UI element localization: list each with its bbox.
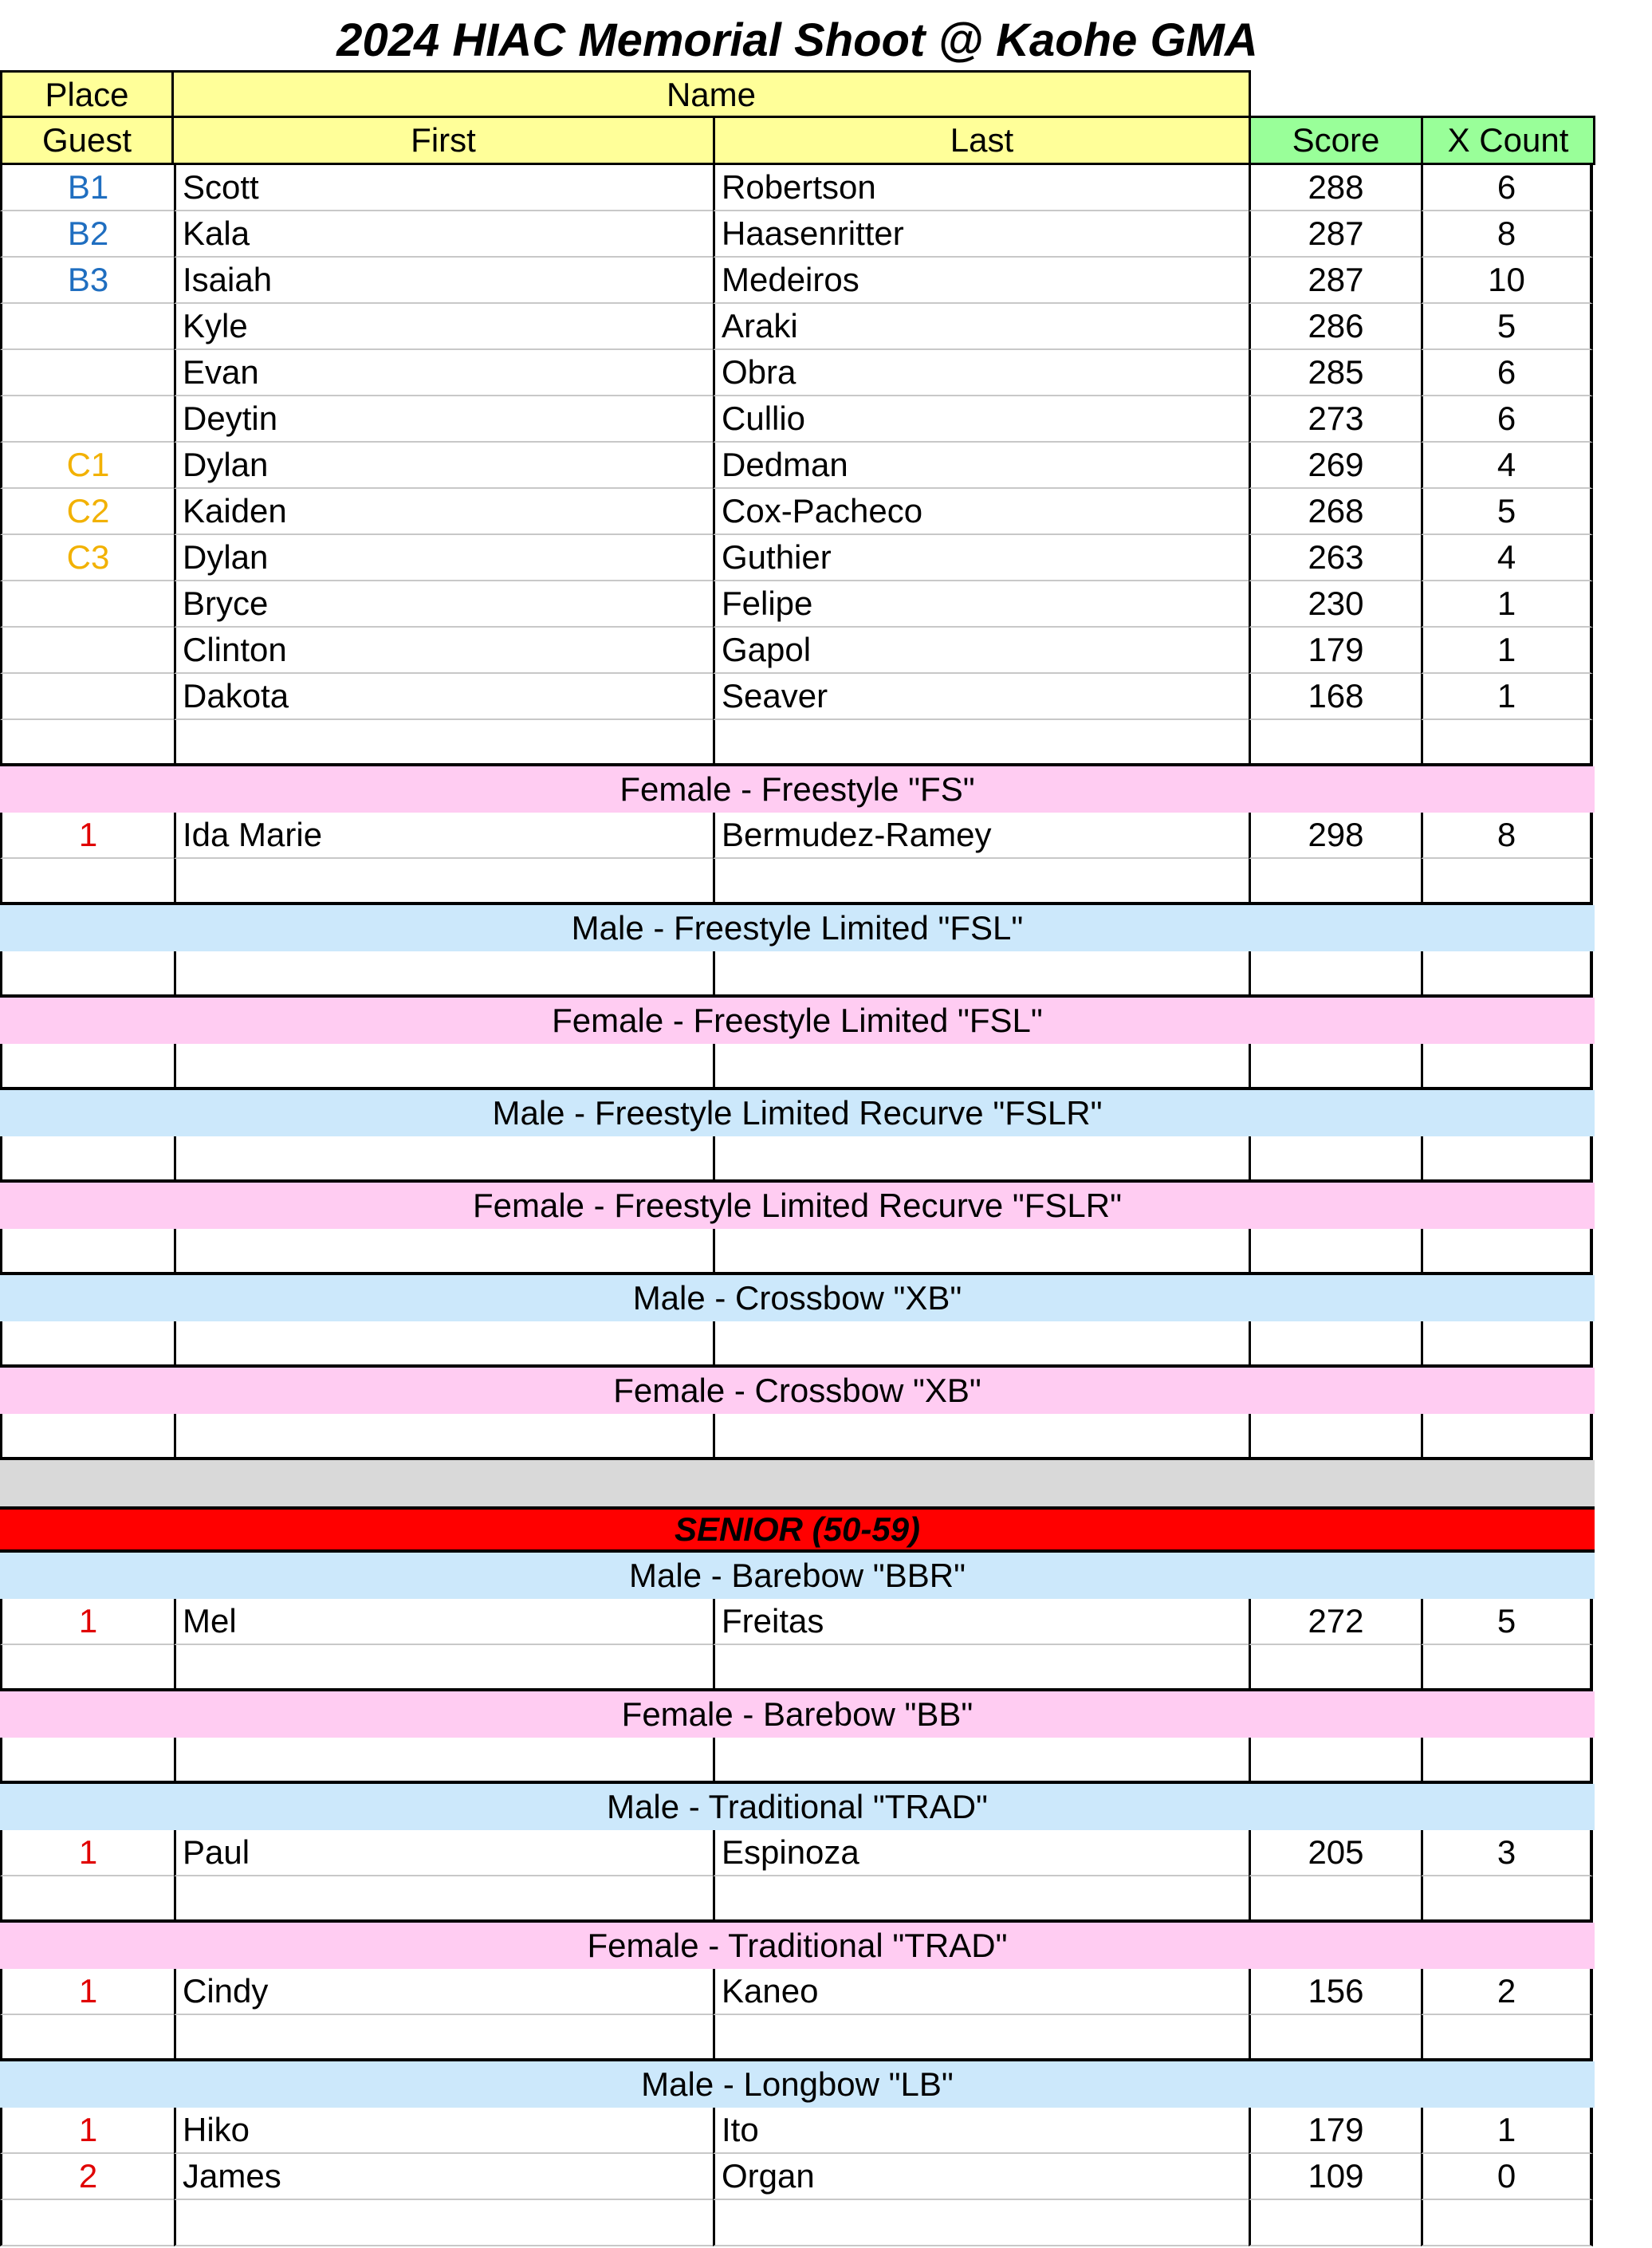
x-count-cell bbox=[1421, 1044, 1593, 1090]
score-cell bbox=[1249, 720, 1421, 766]
score-cell: 298 bbox=[1249, 813, 1421, 859]
last-name-cell: Kaneo bbox=[713, 1969, 1249, 2015]
last-name-cell: Cullio bbox=[713, 396, 1249, 443]
score-cell: 230 bbox=[1249, 581, 1421, 628]
score-cell bbox=[1249, 1229, 1421, 1275]
place-cell: 1 bbox=[0, 1830, 174, 1876]
score-cell: 156 bbox=[1249, 1969, 1421, 2015]
x-count-cell bbox=[1421, 859, 1593, 905]
score-cell bbox=[1249, 951, 1421, 998]
last-name-cell: Dedman bbox=[713, 443, 1249, 489]
place-cell: 1 bbox=[0, 1599, 174, 1645]
x-count-cell: 1 bbox=[1421, 2108, 1593, 2154]
first-name-cell bbox=[174, 1321, 713, 1368]
last-name-cell bbox=[713, 1738, 1249, 1784]
first-name-cell bbox=[174, 1645, 713, 1691]
first-name-cell: Cindy bbox=[174, 1969, 713, 2015]
score-cell bbox=[1249, 1321, 1421, 1368]
place-cell: 1 bbox=[0, 1969, 174, 2015]
place-cell bbox=[0, 581, 174, 628]
first-name-cell bbox=[174, 1136, 713, 1183]
last-name-cell: Obra bbox=[713, 350, 1249, 396]
place-cell bbox=[0, 1645, 174, 1691]
x-count-cell: 0 bbox=[1421, 2154, 1593, 2200]
place-cell bbox=[0, 1044, 174, 1090]
first-name-cell: Dylan bbox=[174, 535, 713, 581]
last-name-cell: Organ bbox=[713, 2154, 1249, 2200]
first-name-cell bbox=[174, 720, 713, 766]
division-header: Male - Longbow "LB" bbox=[0, 2061, 1595, 2108]
first-name-cell: Kala bbox=[174, 211, 713, 258]
first-name-cell: Kaiden bbox=[174, 489, 713, 535]
x-count-cell: 8 bbox=[1421, 211, 1593, 258]
last-name-cell bbox=[713, 1044, 1249, 1090]
place-cell: 1 bbox=[0, 813, 174, 859]
first-name-cell bbox=[174, 2015, 713, 2061]
x-count-cell bbox=[1421, 1321, 1593, 1368]
x-count-cell bbox=[1421, 1136, 1593, 1183]
x-count-cell: 6 bbox=[1421, 350, 1593, 396]
last-name-cell bbox=[713, 1321, 1249, 1368]
last-header: Last bbox=[713, 116, 1251, 165]
place-cell bbox=[0, 720, 174, 766]
x-count-cell bbox=[1421, 951, 1593, 998]
place-cell bbox=[0, 304, 174, 350]
score-cell: 168 bbox=[1249, 674, 1421, 720]
score-cell bbox=[1249, 859, 1421, 905]
x-count-cell: 4 bbox=[1421, 443, 1593, 489]
x-count-header: X Count bbox=[1421, 116, 1595, 165]
score-cell: 272 bbox=[1249, 1599, 1421, 1645]
score-cell: 268 bbox=[1249, 489, 1421, 535]
place-cell: C1 bbox=[0, 443, 174, 489]
x-count-cell: 4 bbox=[1421, 535, 1593, 581]
score-cell bbox=[1249, 1414, 1421, 1460]
place-cell: C2 bbox=[0, 489, 174, 535]
first-name-cell: Clinton bbox=[174, 628, 713, 674]
x-count-cell: 8 bbox=[1421, 813, 1593, 859]
score-cell: 285 bbox=[1249, 350, 1421, 396]
x-count-cell: 1 bbox=[1421, 581, 1593, 628]
score-cell: 288 bbox=[1249, 165, 1421, 211]
place-cell: 2 bbox=[0, 2154, 174, 2200]
senior-banner: SENIOR (50-59) bbox=[0, 1506, 1595, 1553]
first-name-cell: Mel bbox=[174, 1599, 713, 1645]
place-cell bbox=[0, 1876, 174, 1923]
place-cell bbox=[0, 350, 174, 396]
score-cell bbox=[1249, 1876, 1421, 1923]
first-name-cell: James bbox=[174, 2154, 713, 2200]
x-count-cell: 10 bbox=[1421, 258, 1593, 304]
name-header: Name bbox=[171, 70, 1251, 118]
first-name-cell bbox=[174, 1738, 713, 1784]
last-name-cell bbox=[713, 1414, 1249, 1460]
last-name-cell bbox=[713, 1229, 1249, 1275]
x-count-cell bbox=[1421, 1876, 1593, 1923]
score-cell: 179 bbox=[1249, 628, 1421, 674]
division-header: Female - Barebow "BB" bbox=[0, 1691, 1595, 1738]
last-name-cell: Seaver bbox=[713, 674, 1249, 720]
place-cell bbox=[0, 674, 174, 720]
first-name-cell bbox=[174, 859, 713, 905]
last-name-cell bbox=[713, 1136, 1249, 1183]
place-cell bbox=[0, 2200, 174, 2246]
score-cell: 269 bbox=[1249, 443, 1421, 489]
first-name-cell: Ida Marie bbox=[174, 813, 713, 859]
score-cell: 287 bbox=[1249, 211, 1421, 258]
place-header: Place bbox=[0, 70, 174, 118]
score-cell bbox=[1249, 1645, 1421, 1691]
place-cell: C3 bbox=[0, 535, 174, 581]
first-name-cell: Dylan bbox=[174, 443, 713, 489]
x-count-cell bbox=[1421, 1229, 1593, 1275]
score-cell: 205 bbox=[1249, 1830, 1421, 1876]
score-cell bbox=[1249, 1044, 1421, 1090]
last-name-cell bbox=[713, 720, 1249, 766]
spacer-row bbox=[0, 1460, 1595, 1506]
division-header: Male - Freestyle Limited Recurve "FSLR" bbox=[0, 1090, 1595, 1136]
first-name-cell bbox=[174, 1229, 713, 1275]
x-count-cell: 2 bbox=[1421, 1969, 1593, 2015]
x-count-cell: 5 bbox=[1421, 1599, 1593, 1645]
score-cell: 273 bbox=[1249, 396, 1421, 443]
last-name-cell: Gapol bbox=[713, 628, 1249, 674]
x-count-cell: 1 bbox=[1421, 674, 1593, 720]
division-header: Female - Freestyle "FS" bbox=[0, 766, 1595, 813]
first-name-cell: Paul bbox=[174, 1830, 713, 1876]
first-name-cell bbox=[174, 1414, 713, 1460]
last-name-cell: Araki bbox=[713, 304, 1249, 350]
place-cell: B2 bbox=[0, 211, 174, 258]
first-name-cell: Evan bbox=[174, 350, 713, 396]
x-count-cell: 3 bbox=[1421, 1830, 1593, 1876]
first-name-cell: Scott bbox=[174, 165, 713, 211]
last-name-cell: Ito bbox=[713, 2108, 1249, 2154]
first-name-cell bbox=[174, 1044, 713, 1090]
x-count-cell bbox=[1421, 2015, 1593, 2061]
first-header: First bbox=[171, 116, 715, 165]
division-header: Female - Freestyle Limited "FSL" bbox=[0, 998, 1595, 1044]
last-name-cell bbox=[713, 1645, 1249, 1691]
score-header: Score bbox=[1249, 116, 1423, 165]
last-name-cell: Medeiros bbox=[713, 258, 1249, 304]
division-header: Male - Freestyle Limited "FSL" bbox=[0, 905, 1595, 951]
place-cell bbox=[0, 1136, 174, 1183]
x-count-cell: 5 bbox=[1421, 304, 1593, 350]
last-name-cell bbox=[713, 951, 1249, 998]
last-name-cell: Robertson bbox=[713, 165, 1249, 211]
last-name-cell: Haasenritter bbox=[713, 211, 1249, 258]
division-header: Male - Crossbow "XB" bbox=[0, 1275, 1595, 1321]
first-name-cell: Isaiah bbox=[174, 258, 713, 304]
x-count-cell: 1 bbox=[1421, 628, 1593, 674]
place-cell: B3 bbox=[0, 258, 174, 304]
score-cell: 109 bbox=[1249, 2154, 1421, 2200]
first-name-cell: Bryce bbox=[174, 581, 713, 628]
x-count-cell bbox=[1421, 1738, 1593, 1784]
last-name-cell: Freitas bbox=[713, 1599, 1249, 1645]
guest-header: Guest bbox=[0, 116, 174, 165]
place-cell bbox=[0, 396, 174, 443]
place-cell bbox=[0, 1414, 174, 1460]
score-cell bbox=[1249, 2015, 1421, 2061]
place-cell bbox=[0, 951, 174, 998]
place-cell: B1 bbox=[0, 165, 174, 211]
place-cell: 1 bbox=[0, 2108, 174, 2154]
place-cell bbox=[0, 859, 174, 905]
first-name-cell bbox=[174, 951, 713, 998]
first-name-cell: Deytin bbox=[174, 396, 713, 443]
last-name-cell: Espinoza bbox=[713, 1830, 1249, 1876]
score-cell bbox=[1249, 1738, 1421, 1784]
place-cell bbox=[0, 2015, 174, 2061]
place-cell bbox=[0, 1229, 174, 1275]
x-count-cell: 5 bbox=[1421, 489, 1593, 535]
x-count-cell bbox=[1421, 720, 1593, 766]
last-name-cell bbox=[713, 1876, 1249, 1923]
division-header: Female - Freestyle Limited Recurve "FSLR" bbox=[0, 1183, 1595, 1229]
place-cell bbox=[0, 628, 174, 674]
first-name-cell bbox=[174, 2200, 713, 2246]
score-cell: 287 bbox=[1249, 258, 1421, 304]
x-count-cell: 6 bbox=[1421, 396, 1593, 443]
x-count-cell: 6 bbox=[1421, 165, 1593, 211]
page-title: 2024 HIAC Memorial Shoot @ Kaohe GMA bbox=[336, 14, 1258, 66]
division-header: Female - Crossbow "XB" bbox=[0, 1368, 1595, 1414]
x-count-cell bbox=[1421, 1414, 1593, 1460]
last-name-cell: Felipe bbox=[713, 581, 1249, 628]
last-name-cell bbox=[713, 859, 1249, 905]
division-header: Male - Traditional "TRAD" bbox=[0, 1784, 1595, 1830]
last-name-cell: Bermudez-Ramey bbox=[713, 813, 1249, 859]
division-header: Male - Barebow "BBR" bbox=[0, 1553, 1595, 1599]
last-name-cell: Cox-Pacheco bbox=[713, 489, 1249, 535]
last-name-cell: Guthier bbox=[713, 535, 1249, 581]
x-count-cell bbox=[1421, 2200, 1593, 2246]
first-name-cell: Hiko bbox=[174, 2108, 713, 2154]
score-cell: 179 bbox=[1249, 2108, 1421, 2154]
score-cell: 286 bbox=[1249, 304, 1421, 350]
place-cell bbox=[0, 1738, 174, 1784]
place-cell bbox=[0, 1321, 174, 1368]
x-count-cell bbox=[1421, 1645, 1593, 1691]
division-header: Female - Traditional "TRAD" bbox=[0, 1923, 1595, 1969]
first-name-cell bbox=[174, 1876, 713, 1923]
score-cell: 263 bbox=[1249, 535, 1421, 581]
last-name-cell bbox=[713, 2015, 1249, 2061]
last-name-cell bbox=[713, 2200, 1249, 2246]
score-cell bbox=[1249, 2200, 1421, 2246]
first-name-cell: Kyle bbox=[174, 304, 713, 350]
first-name-cell: Dakota bbox=[174, 674, 713, 720]
score-cell bbox=[1249, 1136, 1421, 1183]
